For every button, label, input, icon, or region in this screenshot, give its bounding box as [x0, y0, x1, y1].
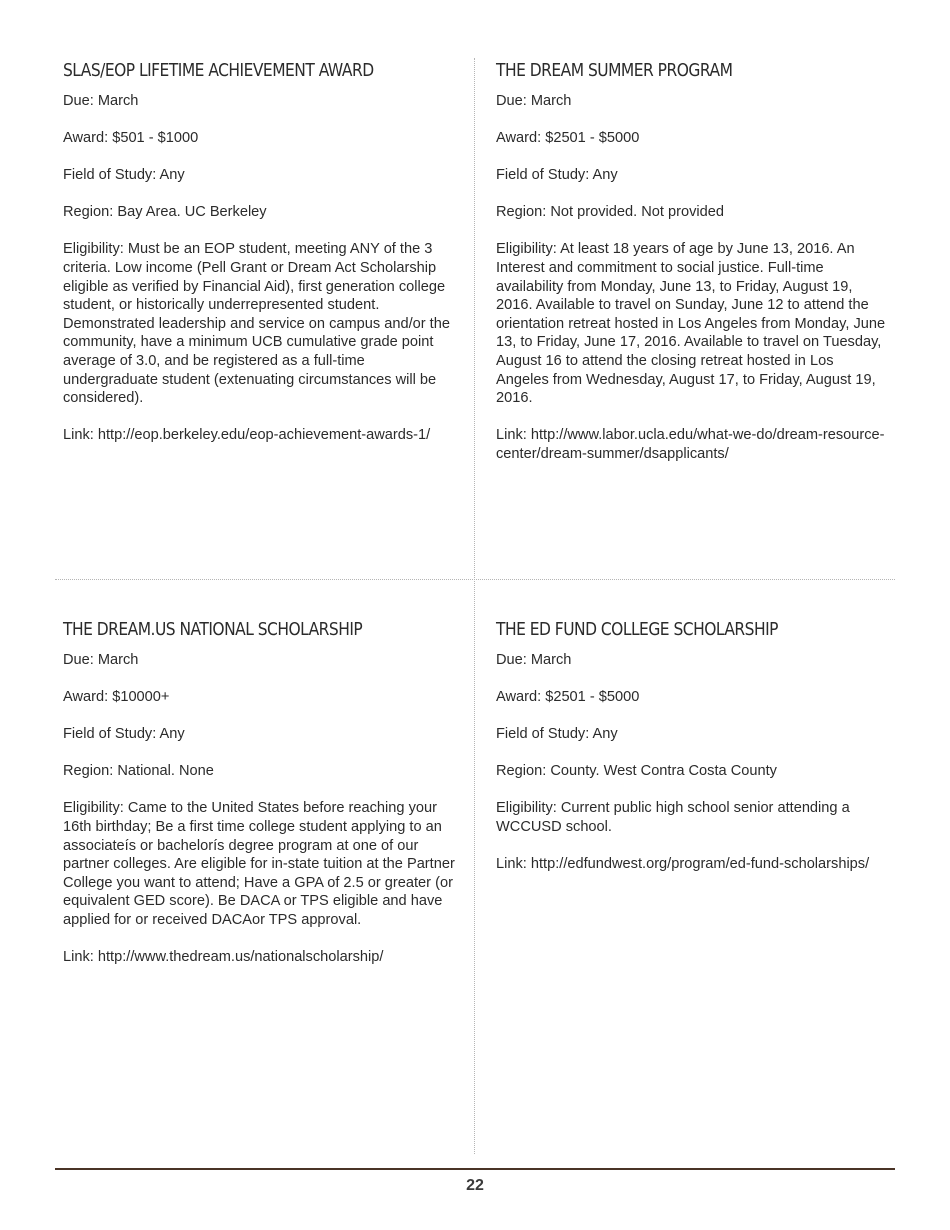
scholarship-card-dream-us	[63, 619, 455, 985]
card-title: THE DREAM.US NATIONAL SCHOLARSHIP	[63, 619, 363, 640]
region: Region: Bay Area. UC Berkeley	[63, 204, 267, 221]
card-title: THE ED FUND COLLEGE SCHOLARSHIP	[496, 619, 778, 640]
page-number: 22	[466, 1177, 484, 1194]
region: Region: Not provided. Not provided	[496, 204, 724, 221]
eligibility: Eligibility: Current public high school senior attending a WCCUSD school.	[496, 800, 850, 835]
link[interactable]: Link: http://www.thedream.us/nationalscholarship/	[63, 949, 384, 966]
due-date: Due: March	[63, 652, 139, 668]
region: Region: County. West Contra Costa County	[496, 763, 777, 780]
due-date: Due: March	[63, 93, 139, 109]
field-of-study: Field of Study: Any	[496, 167, 618, 184]
link[interactable]: Link: http://edfundwest.org/program/ed-fund-scholarships/	[496, 856, 870, 873]
eligibility: Eligibility: At least 18 years of age by June 13, 2016. An Interest and commitment to social justice. Full-time availability from Monday, June 13, to Friday, August 19, 2016. Available to travel on Sunday, June 12 to attend the orientation retreat hosted in Los Angeles from Monday, June 13, to Friday, June 17, 2016. Available to travel on Tuesday, August 16 to attend the closing retreat hosted in Los Angeles from Wednesday, August 17, to Friday, August 19, 2016.	[496, 241, 886, 407]
horizontal-divider	[55, 579, 895, 580]
due-date: Due: March	[496, 652, 572, 668]
field-of-study: Field of Study: Any	[496, 726, 618, 743]
field-of-study: Field of Study: Any	[63, 167, 185, 184]
award-amount: Award: $2501 - $5000	[496, 130, 640, 147]
link[interactable]: Link: http://eop.berkeley.edu/eop-achievement-awards-1/	[63, 427, 431, 444]
card-title: SLAS/EOP LIFETIME ACHIEVEMENT AWARD	[63, 60, 374, 81]
award-amount: Award: $2501 - $5000	[496, 689, 640, 706]
region: Region: National. None	[63, 763, 214, 780]
link[interactable]: Link: http://www.labor.ucla.edu/what-we-do/dream-resource-center/dream-summer/dsapplicants/	[496, 427, 885, 462]
due-date: Due: March	[496, 93, 572, 109]
eligibility: Eligibility: Must be an EOP student, meeting ANY of the 3 criteria. Low income (Pell Grant or Dream Act Scholarship eligible as verified by Financial Aid), first generation college student, or historically underrepresented student. Demonstrated leadership and service on campus and/or the community, have a minimum UCB cumulative grade point average of 3.0, and be registered as a full-time undergraduate student (extenuating circumstances will be considered).	[63, 241, 450, 407]
scholarship-card-dream-summer	[496, 60, 888, 482]
eligibility: Eligibility: Came to the United States before reaching your 16th birthday; Be a first time college student applying to an associateís or bachelorís degree program at one of our partner colleges. Are eligible for in-state tuition at the Partner College you want to attend; Have a GPA of 2.5 or greater (or equivalent GED score). Be DACA or TPS eligible and have applied for or received DACAor TPS approval.	[63, 800, 455, 928]
award-amount: Award: $501 - $1000	[63, 130, 199, 147]
scholarship-card-slas-eop	[63, 60, 455, 463]
footer-rule	[55, 1168, 895, 1170]
field-of-study: Field of Study: Any	[63, 726, 185, 743]
award-amount: Award: $10000+	[63, 689, 170, 706]
vertical-divider	[474, 58, 475, 1154]
scholarship-card-ed-fund	[496, 619, 888, 892]
card-title: THE DREAM SUMMER PROGRAM	[496, 60, 733, 81]
